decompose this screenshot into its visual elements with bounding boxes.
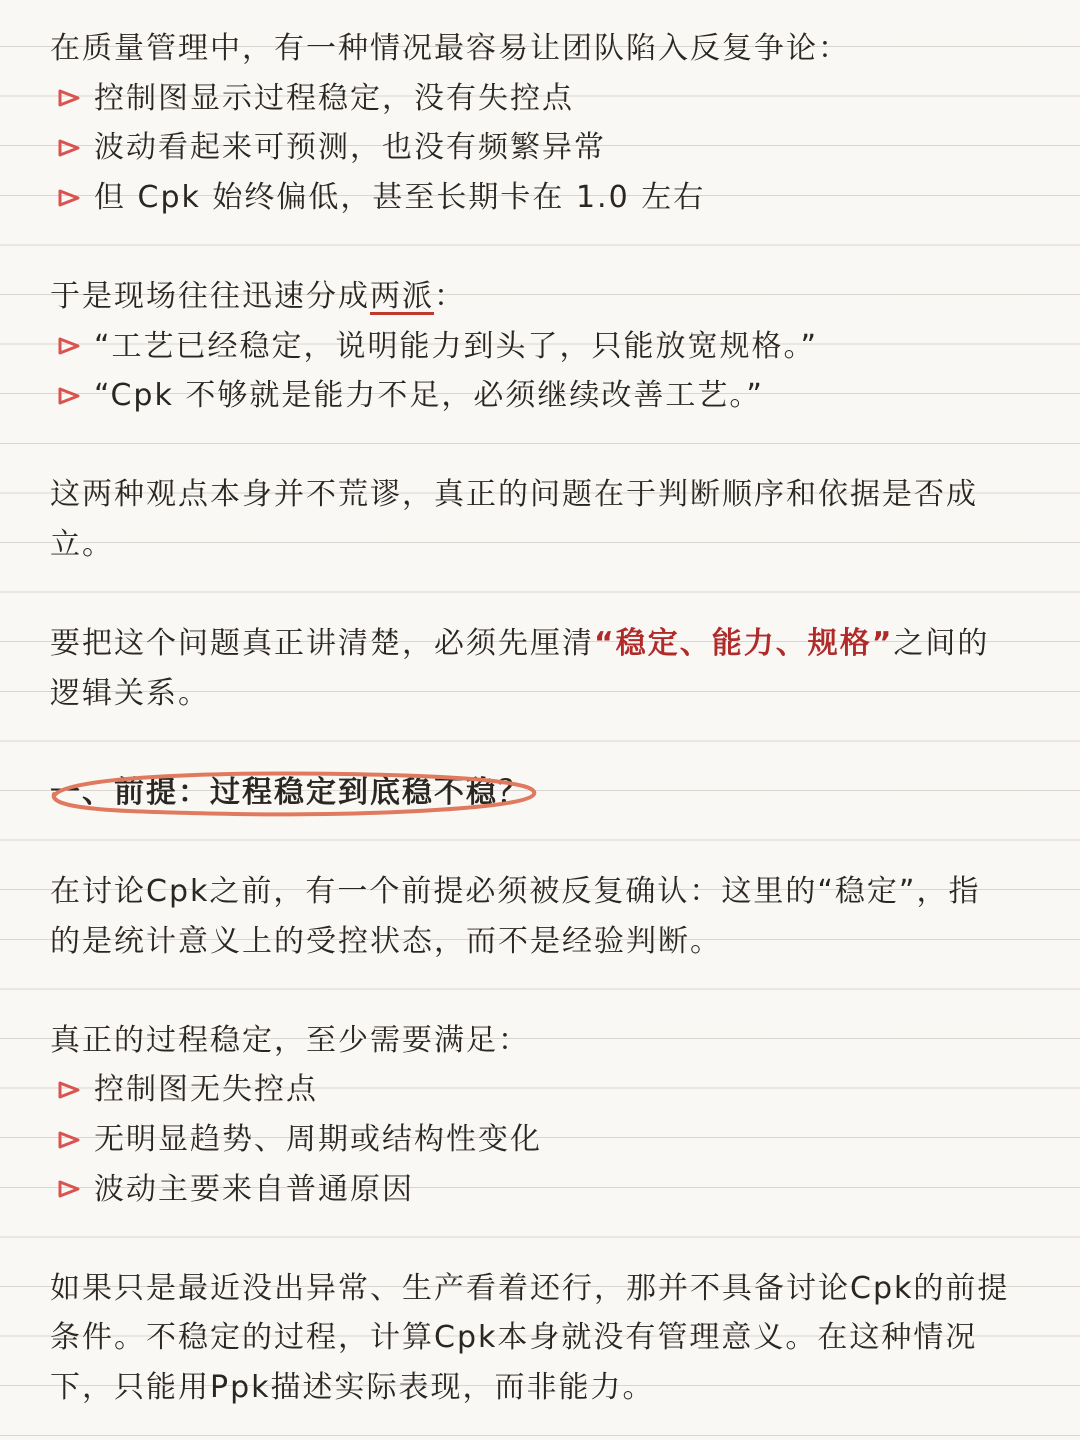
symptom-item-1 [50, 74, 1040, 124]
triangle-bullet-icon [56, 87, 82, 109]
camp-item-2 [50, 371, 1040, 421]
requirement-item-2 [50, 1115, 1040, 1165]
clarify-prefix: 要把这个问题真正讲清楚，必须先厘清 [50, 626, 594, 662]
requirements-intro: 真正的过程稳定，至少需要满足： [50, 1022, 530, 1058]
requirement-text-1: 控制图无失控点 [94, 1072, 318, 1108]
triangle-bullet-icon [56, 1129, 82, 1151]
clarify-highlight: “稳定、能力、规格” [594, 626, 894, 662]
symptom-item-3 [50, 173, 1040, 223]
triangle-bullet-icon [56, 385, 82, 407]
split-suffix: ： [434, 278, 466, 314]
triangle-bullet-icon [56, 335, 82, 357]
section-heading-row [50, 768, 1040, 818]
premise-paragraph-line-2: 的是统计意义上的受控状态，而不是经验判断。 [50, 923, 722, 959]
document-page [50, 24, 1040, 1413]
requirement-text-3: 波动主要来自普通原因 [94, 1171, 414, 1207]
split-prefix: 于是现场往往迅速分成 [50, 278, 370, 314]
split-underlined: 两派 [370, 278, 434, 314]
section-heading-text: 一、前提：过程稳定到底稳不稳？ [50, 774, 530, 810]
intro-text: 在质量管理中，有一种情况最容易让团队陷入反复争论： [50, 31, 850, 66]
premise-paragraph-line-1: 在讨论Cpk之前，有一个前提必须被反复确认：这里的“稳定”，指 [50, 874, 981, 910]
requirement-item-1 [50, 1065, 1040, 1115]
closing-paragraph-line-2: 条件。不稳定的过程，计算Cpk本身就没有管理意义。在这种情况 [50, 1320, 978, 1356]
clarify-suffix: 之间的 [893, 626, 990, 662]
views-paragraph-line-1: 这两种观点本身并不荒谬，真正的问题在于判断顺序和依据是否成 [50, 477, 978, 513]
views-paragraph-line-2: 立。 [50, 526, 114, 562]
requirement-text-2: 无明显趋势、周期或结构性变化 [94, 1122, 542, 1158]
triangle-bullet-icon [56, 187, 82, 209]
symptom-text-3: 但 Cpk 始终偏低，甚至长期卡在 1.0 左右 [94, 179, 706, 215]
camp-text-1: “工艺已经稳定，说明能力到头了，只能放宽规格。” [94, 328, 819, 364]
clarify-paragraph-line-2: 逻辑关系。 [50, 675, 210, 711]
clarify-paragraph-line-1 [50, 619, 1040, 669]
triangle-bullet-icon [56, 1079, 82, 1101]
camp-text-2: “Cpk 不够就是能力不足，必须继续改善工艺。” [94, 378, 764, 414]
section-heading [50, 768, 530, 818]
closing-paragraph-line-1: 如果只是最近没出异常、生产看着还行，那并不具备讨论Cpk的前提 [50, 1270, 1010, 1306]
symptom-item-2 [50, 123, 1040, 173]
triangle-bullet-icon [56, 1178, 82, 1200]
symptom-text-1: 控制图显示过程稳定，没有失控点 [94, 80, 574, 116]
closing-paragraph-line-3: 下，只能用Ppk描述实际表现，而非能力。 [50, 1370, 655, 1406]
requirement-item-3 [50, 1165, 1040, 1215]
triangle-bullet-icon [56, 137, 82, 159]
split-text [50, 272, 1040, 322]
symptom-text-2: 波动看起来可预测，也没有频繁异常 [94, 130, 606, 166]
camp-item-1 [50, 322, 1040, 372]
